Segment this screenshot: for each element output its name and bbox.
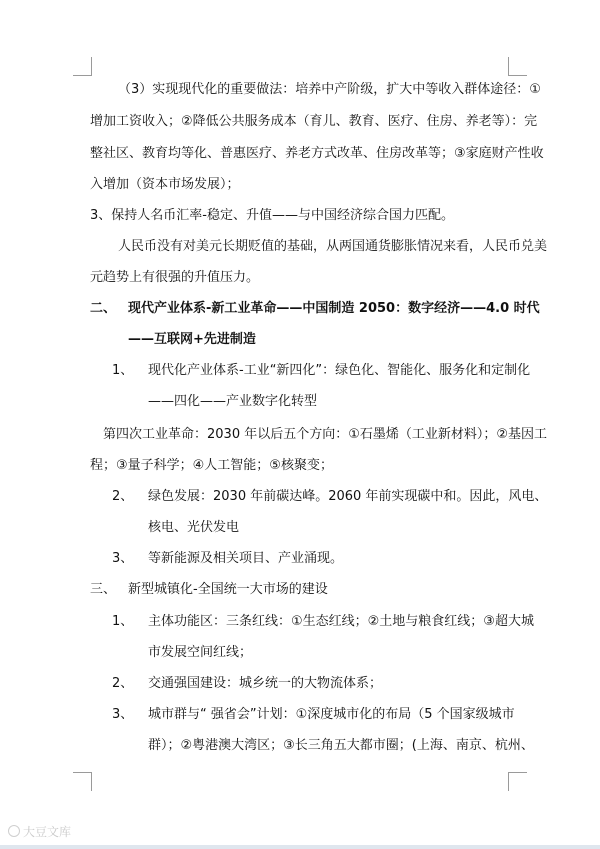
- section-number: 三、: [90, 582, 117, 597]
- section-number: 二、: [90, 301, 117, 316]
- list-item-text: 城市群与“ 强省会”计划：①深度城市化的布局（5 个国家级城市: [148, 707, 515, 722]
- list-item-text: 交通强国建设：城乡统一的大物流体系；: [148, 676, 383, 691]
- list-item-text: ——四化——产业数字化转型: [148, 394, 318, 409]
- section-heading: 新型城镇化-全国统一大市场的建设: [128, 582, 328, 597]
- list-item-text: 等新能源及相关项目、产业涌现。: [148, 551, 344, 566]
- watermark-text: 大豆文库: [23, 825, 72, 839]
- list-number: 2、: [112, 676, 134, 691]
- section-heading: 现代产业体系-新工业革命——中国制造 2050：数字经济——4.0 时代: [128, 301, 540, 316]
- paragraph-line: 3、保持人名币汇率-稳定、升值——与中国经济综合国力匹配。: [90, 208, 454, 223]
- page-bottom-edge: [0, 845, 600, 849]
- watermark-logo-icon: [8, 825, 20, 837]
- margin-corner-bottom-left: [73, 772, 92, 791]
- list-item-text: 群）；②粤港澳大湾区；③长三角五大都市圈；(上海、南京、杭州、: [148, 738, 534, 753]
- list-number: 1、: [112, 614, 134, 629]
- list-number: 2、: [112, 489, 134, 504]
- margin-corner-top-right: [508, 57, 527, 76]
- list-item-text: 核电、光伏发电: [148, 520, 240, 535]
- list-item-text: 市发展空间红线；: [148, 645, 253, 660]
- paragraph-line: 整社区、教育均等化、普惠医疗、养老方式改革、住房改革等；③家庭财产性收: [90, 146, 544, 161]
- list-item-text: 主体功能区：三条红线：①生态红线；②土地与粮食红线；③超大城: [148, 614, 534, 629]
- paragraph-line: 第四次工业革命：2030 年以后五个方向：①石墨烯（工业新材料）；②基因工: [103, 427, 548, 442]
- list-number: 3、: [112, 707, 134, 722]
- margin-corner-bottom-right: [508, 772, 527, 791]
- paragraph-line: 程；③量子科学；④人工智能；⑤核聚变；: [90, 458, 333, 473]
- paragraph-line: 元趋势上有很强的升值压力。: [90, 270, 260, 285]
- paragraph-line: 人民币没有对美元长期贬值的基础，从两国通货膨胀情况来看，人民币兑美: [118, 239, 548, 254]
- paragraph-line: 入增加（资本市场发展）；: [90, 177, 240, 192]
- list-number: 3、: [112, 551, 134, 566]
- section-heading-continued: ——互联网+先进制造: [128, 332, 256, 347]
- list-number: 1、: [112, 363, 134, 378]
- paragraph-line: 增加工资收入；②降低公共服务成本（育儿、教育、医疗、住房、养老等）：完: [90, 114, 538, 129]
- paragraph-line: （3）实现现代化的重要做法：培养中产阶级，扩大中等收入群体途径：①: [118, 82, 541, 97]
- list-item-text: 现代化产业体系-工业“新四化”：绿色化、智能化、服务化和定制化: [148, 363, 531, 378]
- margin-corner-top-left: [73, 57, 92, 76]
- list-item-text: 绿色发展：2030 年前碳达峰。2060 年前实现碳中和。因此，风电、: [148, 489, 548, 504]
- watermark: [8, 823, 71, 840]
